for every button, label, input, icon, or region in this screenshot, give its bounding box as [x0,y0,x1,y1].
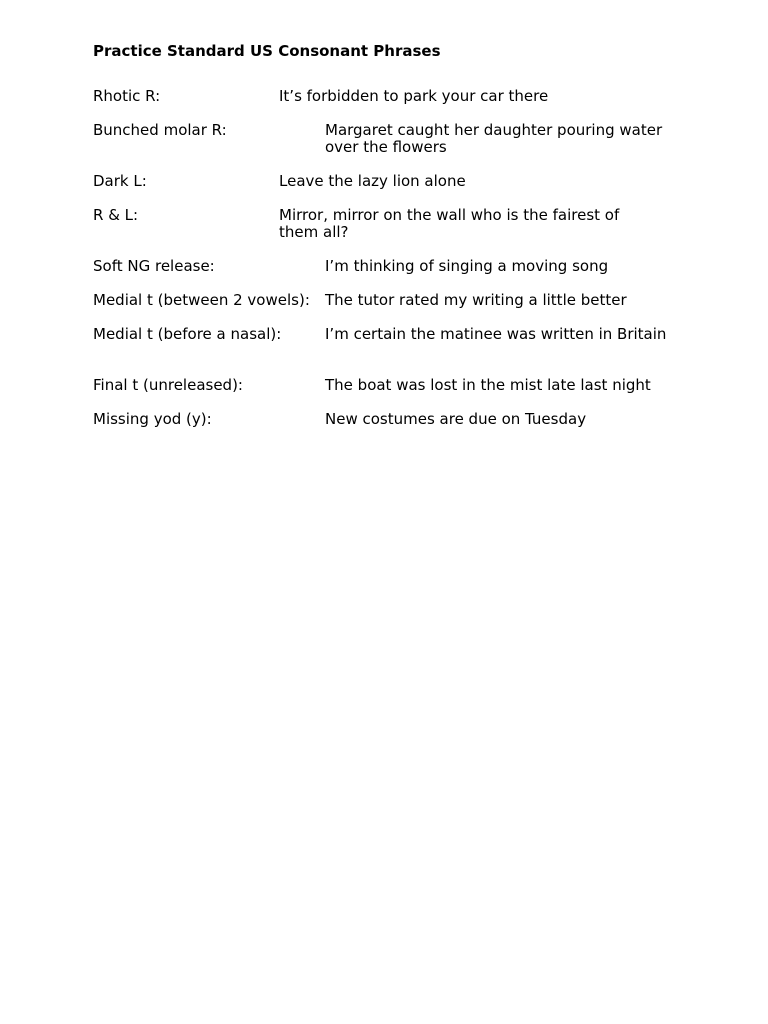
row-phrase: I’m thinking of singing a moving song [325,257,609,275]
row-phrase: Margaret caught her daughter pouring water over the flowers [325,121,663,156]
row-phrase: It’s forbidden to park your car there [279,87,549,105]
row-label: Medial t (before a nasal): [93,325,282,343]
row-label: Dark L: [93,172,147,190]
document-title: Practice Standard US Consonant Phrases [93,42,441,60]
row-label: Final t (unreleased): [93,376,243,394]
row-label: Soft NG release: [93,257,215,275]
row-phrase: Mirror, mirror on the wall who is the fairest of them all? [279,206,620,241]
row-phrase: The boat was lost in the mist late last night [325,376,651,394]
row-phrase: The tutor rated my writing a little better [325,291,627,309]
row-label: Bunched molar R: [93,121,227,139]
row-label: Missing yod (y): [93,410,212,428]
row-label: R & L: [93,206,139,224]
row-phrase: I’m certain the matinee was written in Britain [325,325,667,343]
row-label: Medial t (between 2 vowels): [93,291,310,309]
row-phrase: New costumes are due on Tuesday [325,410,587,428]
row-label: Rhotic R: [93,87,161,105]
row-phrase: Leave the lazy lion alone [279,172,466,190]
